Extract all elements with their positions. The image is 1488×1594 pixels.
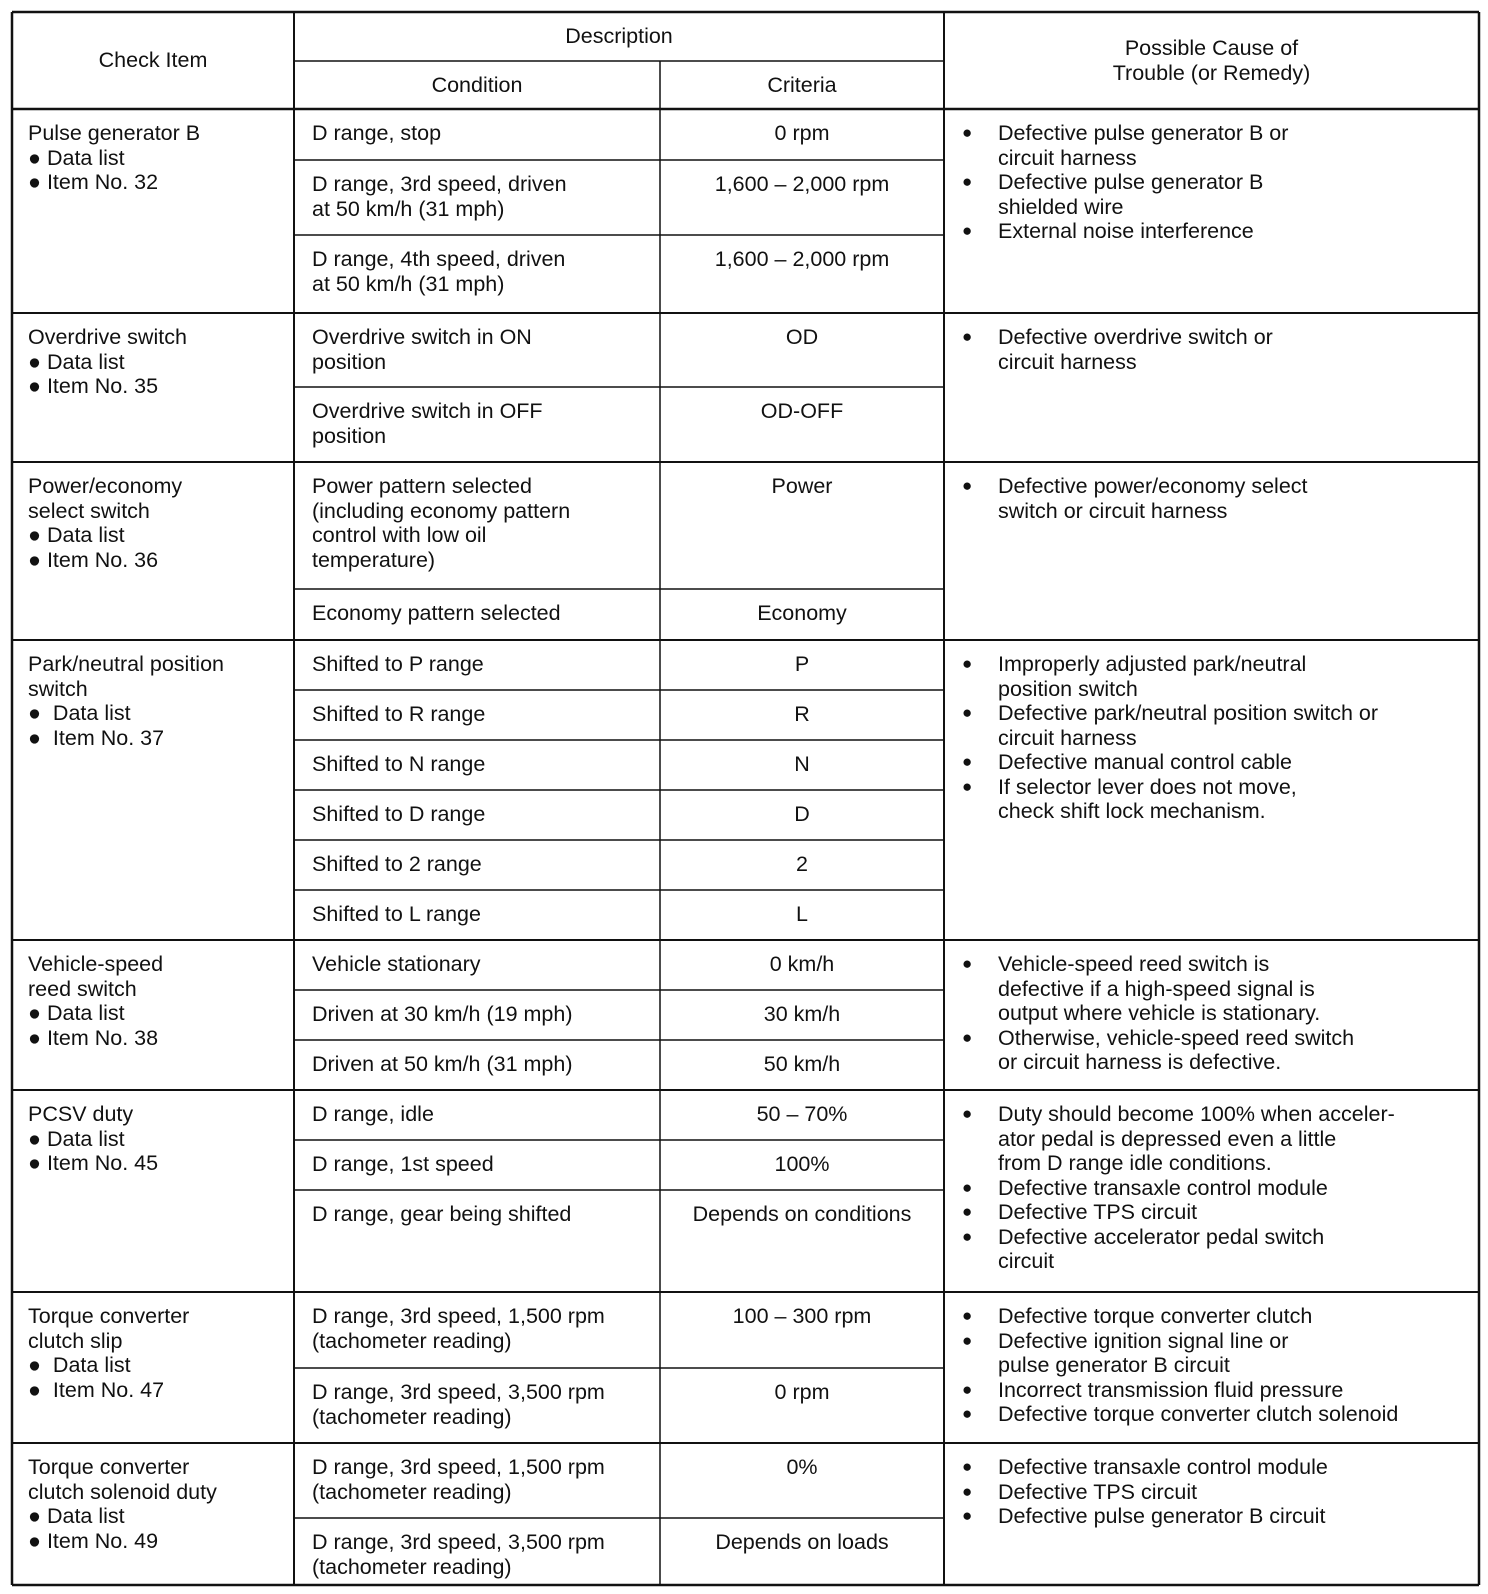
condition-cell: Shifted to D range xyxy=(312,802,486,826)
causes-cell-8 xyxy=(962,1455,1471,1583)
cause-list xyxy=(962,325,1471,374)
causes-cell-1 xyxy=(962,121,1471,311)
header-condition: Condition xyxy=(431,72,523,97)
condition-cell: Driven at 50 km/h (31 mph) xyxy=(312,1052,573,1076)
condition-cell: D range, 4th speed, driven at 50 km/h (31 mph) xyxy=(312,247,566,296)
cause-item: ● Defective pulse generator B shielded wire xyxy=(962,170,1471,219)
criteria-cell: 0% xyxy=(786,1455,818,1479)
condition-cell: Vehicle stationary xyxy=(312,952,481,976)
criteria-cell: 1,600 – 2,000 rpm xyxy=(714,172,890,196)
check-item-6: PCSV duty ● Data list ● Item No. 45 xyxy=(28,1102,159,1175)
check-item-1: Pulse generator B ● Data list ● Item No. 32 xyxy=(28,121,201,194)
causes-cell-6 xyxy=(962,1102,1471,1290)
criteria-cell: OD-OFF xyxy=(760,399,844,423)
condition-cell: Economy pattern selected xyxy=(312,601,561,625)
causes-cell-2 xyxy=(962,325,1471,460)
condition-cell: Overdrive switch in ON position xyxy=(312,325,532,374)
criteria-cell: Depends on loads xyxy=(715,1530,889,1554)
criteria-cell: Depends on conditions xyxy=(692,1202,912,1226)
criteria-cell: OD xyxy=(785,325,819,349)
cause-item: ● Defective manual control cable xyxy=(962,750,1471,775)
condition-cell: D range, idle xyxy=(312,1102,434,1126)
header-check-item: Check Item xyxy=(98,48,208,73)
check-item-2: Overdrive switch ● Data list ● Item No. 35 xyxy=(28,325,187,398)
causes-cell-4 xyxy=(962,652,1471,938)
criteria-cell: 50 – 70% xyxy=(756,1102,848,1126)
condition-cell: D range, 3rd speed, 3,500 rpm (tachometer reading) xyxy=(312,1380,605,1429)
cause-item: ● External noise interference xyxy=(962,219,1471,244)
cause-item: ● Defective TPS circuit xyxy=(962,1200,1471,1225)
check-item-8: Torque converter clutch solenoid duty ● Data list ● Item No. 49 xyxy=(28,1455,217,1553)
cause-item: ● Vehicle-speed reed switch is defective if a high-speed signal is output where vehicle is stationary. xyxy=(962,952,1471,1026)
cause-list xyxy=(962,1304,1471,1427)
cause-list xyxy=(962,1455,1471,1529)
cause-item: ● Duty should become 100% when acceler- ator pedal is depressed even a little from D range idle conditions. xyxy=(962,1102,1471,1176)
criteria-cell: 50 km/h xyxy=(763,1052,841,1076)
criteria-cell: D xyxy=(794,802,810,826)
header-possible-cause: Possible Cause of Trouble (or Remedy) xyxy=(1112,36,1311,85)
criteria-cell: L xyxy=(796,902,808,926)
condition-cell: D range, stop xyxy=(312,121,442,145)
condition-cell: Power pattern selected (including economy pattern control with low oil temperature) xyxy=(312,474,571,572)
cause-list xyxy=(962,952,1471,1075)
criteria-cell: 0 rpm xyxy=(774,1380,830,1404)
criteria-cell: R xyxy=(794,702,810,726)
header-description: Description xyxy=(565,24,673,49)
cause-list xyxy=(962,1102,1471,1274)
condition-cell: D range, 3rd speed, 1,500 rpm (tachometer reading) xyxy=(312,1304,605,1353)
cause-item: ● Defective park/neutral position switch or circuit harness xyxy=(962,701,1471,750)
check-item-5: Vehicle-speed reed switch ● Data list ● Item No. 38 xyxy=(28,952,164,1050)
criteria-cell: Economy xyxy=(757,601,847,625)
cause-item: ● Defective transaxle control module xyxy=(962,1176,1471,1201)
cause-item: ● Defective accelerator pedal switch circuit xyxy=(962,1225,1471,1274)
cause-item: ● If selector lever does not move, check shift lock mechanism. xyxy=(962,775,1471,824)
condition-cell: D range, 3rd speed, 1,500 rpm (tachometer reading) xyxy=(312,1455,605,1504)
condition-cell: Shifted to 2 range xyxy=(312,852,482,876)
cause-item: ● Defective pulse generator B or circuit harness xyxy=(962,121,1471,170)
condition-cell: Driven at 30 km/h (19 mph) xyxy=(312,1002,573,1026)
condition-cell: D range, 3rd speed, driven at 50 km/h (31 mph) xyxy=(312,172,567,221)
criteria-cell: 2 xyxy=(796,852,808,876)
cause-item: ● Defective TPS circuit xyxy=(962,1480,1471,1505)
cause-item: ● Defective torque converter clutch solenoid xyxy=(962,1402,1471,1427)
condition-cell: Shifted to R range xyxy=(312,702,486,726)
condition-cell: Shifted to P range xyxy=(312,652,484,676)
condition-cell: Shifted to L range xyxy=(312,902,481,926)
cause-item: ● Defective transaxle control module xyxy=(962,1455,1471,1480)
condition-cell: D range, gear being shifted xyxy=(312,1202,572,1226)
criteria-cell: N xyxy=(794,752,810,776)
condition-cell: Overdrive switch in OFF position xyxy=(312,399,543,448)
condition-cell: D range, 3rd speed, 3,500 rpm (tachometer reading) xyxy=(312,1530,605,1579)
criteria-cell: 1,600 – 2,000 rpm xyxy=(714,247,890,271)
cause-list xyxy=(962,121,1471,244)
check-item-7: Torque converter clutch slip ● Data list ● Item No. 47 xyxy=(28,1304,190,1402)
criteria-cell: 100% xyxy=(774,1152,830,1176)
criteria-cell: 30 km/h xyxy=(763,1002,841,1026)
criteria-cell: 0 rpm xyxy=(774,121,830,145)
header-criteria: Criteria xyxy=(767,72,837,97)
cause-item: ● Defective ignition signal line or pulse generator B circuit xyxy=(962,1329,1471,1378)
causes-cell-3 xyxy=(962,474,1471,638)
cause-item: ● Defective overdrive switch or circuit harness xyxy=(962,325,1471,374)
cause-item: ● Incorrect transmission fluid pressure xyxy=(962,1378,1471,1403)
criteria-cell: 100 – 300 rpm xyxy=(732,1304,872,1328)
cause-list xyxy=(962,652,1471,824)
criteria-cell: 0 km/h xyxy=(769,952,835,976)
causes-cell-7 xyxy=(962,1304,1471,1441)
condition-cell: D range, 1st speed xyxy=(312,1152,494,1176)
cause-item: ● Otherwise, vehicle-speed reed switch or circuit harness is defective. xyxy=(962,1026,1471,1075)
condition-cell: Shifted to N range xyxy=(312,752,486,776)
causes-cell-5 xyxy=(962,952,1471,1088)
criteria-cell: P xyxy=(794,652,810,676)
check-item-3: Power/economy select switch ● Data list ● Item No. 36 xyxy=(28,474,183,572)
cause-item: ● Improperly adjusted park/neutral position switch xyxy=(962,652,1471,701)
check-item-4: Park/neutral position switch ● Data list ● Item No. 37 xyxy=(28,652,224,750)
cause-item: ● Defective pulse generator B circuit xyxy=(962,1504,1471,1529)
criteria-cell: Power xyxy=(771,474,833,498)
cause-item: ● Defective torque converter clutch xyxy=(962,1304,1471,1329)
cause-list xyxy=(962,474,1471,523)
cause-item: ● Defective power/economy select switch or circuit harness xyxy=(962,474,1471,523)
